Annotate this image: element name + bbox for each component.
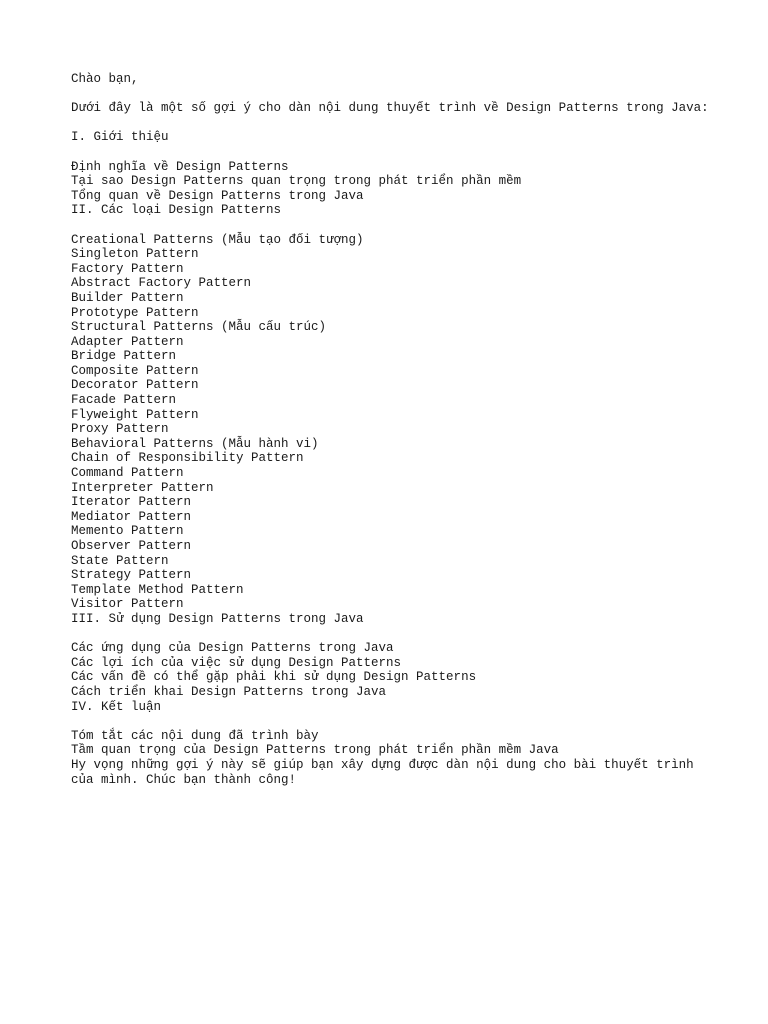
list-item: Observer Pattern [71,539,192,553]
list-item: Các ứng dụng của Design Patterns trong Java [71,641,394,656]
spacer [71,116,731,131]
list-item: Tại sao Design Patterns quan trọng trong phát triển phần mềm [71,174,522,189]
list-item: Memento Pattern [71,524,184,539]
list-item: Tổng quan về Design Patterns trong Java [71,188,364,203]
list-item: Bridge Pattern [71,349,177,364]
section-conclusion-list [71,729,731,758]
list-item: Composite Pattern [71,363,199,378]
list-item: Các vấn đề có thể gặp phải khi sử dụng Design Patterns [71,670,477,685]
list-item: Visitor Pattern [71,597,184,612]
list-item: Interpreter Pattern [71,480,214,495]
section-usage-list [71,641,731,699]
list-item: Các lợi ích của việc sử dụng Design Patterns [71,655,402,670]
section-types-list [71,233,731,612]
spacer [71,145,731,160]
list-item: Chain of Responsibility Pattern [71,451,304,466]
list-item: Định nghĩa về Design Patterns [71,159,289,174]
list-item: Decorator Pattern [71,378,199,393]
list-item: Mediator Pattern [71,509,192,524]
spacer [71,714,731,729]
spacer [71,87,731,102]
list-item: Factory Pattern [71,261,184,276]
list-item: Cách triển khai Design Patterns trong Java [71,684,387,699]
list-item: Singleton Pattern [71,247,199,262]
section-heading-conclusion: IV. Kết luận [71,699,162,714]
list-item: State Pattern [71,553,169,568]
section-heading-types: II. Các loại Design Patterns [71,203,282,218]
list-item: Abstract Factory Pattern [71,276,252,291]
section-intro-list [71,160,731,204]
document-body [71,72,731,787]
list-item: Builder Pattern [71,290,184,305]
greeting: Chào bạn, [71,72,139,86]
list-item: Iterator Pattern [71,495,192,510]
list-item: Behavioral Patterns (Mẫu hành vi) [71,436,319,451]
list-item: Strategy Pattern [71,568,192,583]
list-item: Adapter Pattern [71,334,184,349]
list-item: Template Method Pattern [71,582,244,597]
intro-paragraph: Dưới đây là một số gợi ý cho dàn nội dung thuyết trình về Design Patterns trong Java: [71,101,709,116]
closing-paragraph: Hy vọng những gợi ý này sẽ giúp bạn xây dựng được dàn nội dung cho bài thuyết trình của mình. Chúc bạn thành công! [71,757,702,787]
list-item: Structural Patterns (Mẫu cấu trúc) [71,320,327,335]
list-item: Flyweight Pattern [71,407,199,422]
section-heading-intro: I. Giới thiệu [71,130,169,145]
list-item: Tầm quan trọng của Design Patterns trong phát triển phần mềm Java [71,743,559,758]
section-heading-usage: III. Sử dụng Design Patterns trong Java [71,611,364,626]
list-item: Tóm tắt các nội dung đã trình bày [71,728,319,743]
list-item: Facade Pattern [71,393,177,408]
list-item: Proxy Pattern [71,422,169,437]
list-item: Prototype Pattern [71,305,199,320]
spacer [71,627,731,642]
list-item: Command Pattern [71,466,184,481]
list-item: Creational Patterns (Mẫu tạo đối tượng) [71,232,364,247]
spacer [71,218,731,233]
